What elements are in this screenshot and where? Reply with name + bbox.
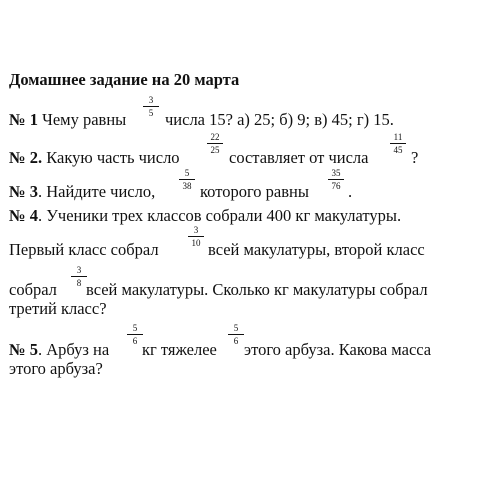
problem-3-text-a: . Найдите число, (37, 182, 156, 201)
problem-2-text-c: ? (411, 148, 419, 167)
problem-4-number: № 4 (9, 206, 38, 225)
problem-4-text-c: всей макулатуры, второй класс (208, 240, 425, 259)
fraction-bar (207, 143, 223, 144)
problem-5-text-b: кг тяжелее (142, 340, 217, 359)
fraction-denominator: 45 (393, 145, 403, 155)
fraction-denominator: 8 (76, 278, 82, 288)
problem-5-text-a: . Арбуз на (37, 340, 110, 359)
fraction-bar (188, 236, 204, 237)
problem-1-fraction (142, 95, 160, 118)
fraction-numerator: 5 (184, 168, 190, 178)
problem-4-fraction-1 (187, 225, 205, 248)
fraction-numerator: 3 (193, 225, 199, 235)
fraction-bar (127, 334, 143, 335)
fraction-bar (71, 276, 87, 277)
fraction-numerator: 11 (393, 132, 403, 142)
fraction-bar (179, 179, 195, 180)
fraction-numerator: 22 (210, 132, 220, 142)
problem-3-text-c: . (348, 182, 353, 201)
problem-1-text-b: числа 15? а) 25; б) 9; в) 45; г) 15. (165, 110, 394, 129)
fraction-numerator: 35 (331, 168, 341, 178)
problem-3-fraction-1 (178, 168, 196, 191)
problem-2-fraction-1 (206, 132, 224, 155)
fraction-denominator: 6 (132, 336, 138, 346)
problem-4-line-1 (9, 206, 401, 226)
problem-1-text-a: Чему равны (42, 110, 127, 129)
problem-5-number: № 5 (9, 340, 38, 359)
fraction-denominator: 6 (233, 336, 239, 346)
problem-5-line (9, 340, 109, 360)
problem-3-text-b: которого равны (200, 182, 309, 201)
problem-1-number: № 1 (9, 110, 38, 129)
page-title: Домашнее задание на 20 марта (9, 70, 240, 89)
problem-1-line (9, 110, 126, 130)
fraction-numerator: 5 (233, 323, 239, 333)
problem-2-line (9, 148, 180, 168)
fraction-bar (390, 143, 406, 144)
problem-2-text-a: Какую часть число (46, 148, 180, 167)
problem-4-text-a: . Ученики трех классов собрали 400 кг макулатуры. (37, 206, 402, 225)
problem-5-fraction-2 (227, 323, 245, 346)
problem-2-fraction-2 (389, 132, 407, 155)
fraction-bar (143, 106, 159, 107)
fraction-denominator: 38 (182, 181, 192, 191)
fraction-numerator: 3 (76, 265, 82, 275)
fraction-denominator: 76 (331, 181, 341, 191)
problem-2-number: № 2. (9, 148, 43, 167)
problem-5-text-c: этого арбуза. Какова масса (244, 340, 432, 359)
problem-2-text-b: составляет от числа (229, 148, 369, 167)
problem-4-text-e: всей макулатуры. Сколько кг макулатуры собрал (86, 280, 428, 299)
problem-4-text-b: Первый класс собрал (9, 240, 159, 259)
fraction-denominator: 5 (148, 108, 154, 118)
fraction-bar (328, 179, 344, 180)
fraction-bar (228, 334, 244, 335)
fraction-numerator: 5 (132, 323, 138, 333)
problem-5-text-d: этого арбуза? (9, 359, 103, 378)
problem-3-line (9, 182, 155, 202)
fraction-denominator: 10 (191, 238, 201, 248)
problem-4-text-f: третий класс? (9, 299, 107, 318)
fraction-denominator: 25 (210, 145, 220, 155)
problem-4-text-d: собрал (9, 280, 57, 299)
problem-3-fraction-2 (327, 168, 345, 191)
fraction-numerator: 3 (148, 95, 154, 105)
problem-3-number: № 3 (9, 182, 38, 201)
